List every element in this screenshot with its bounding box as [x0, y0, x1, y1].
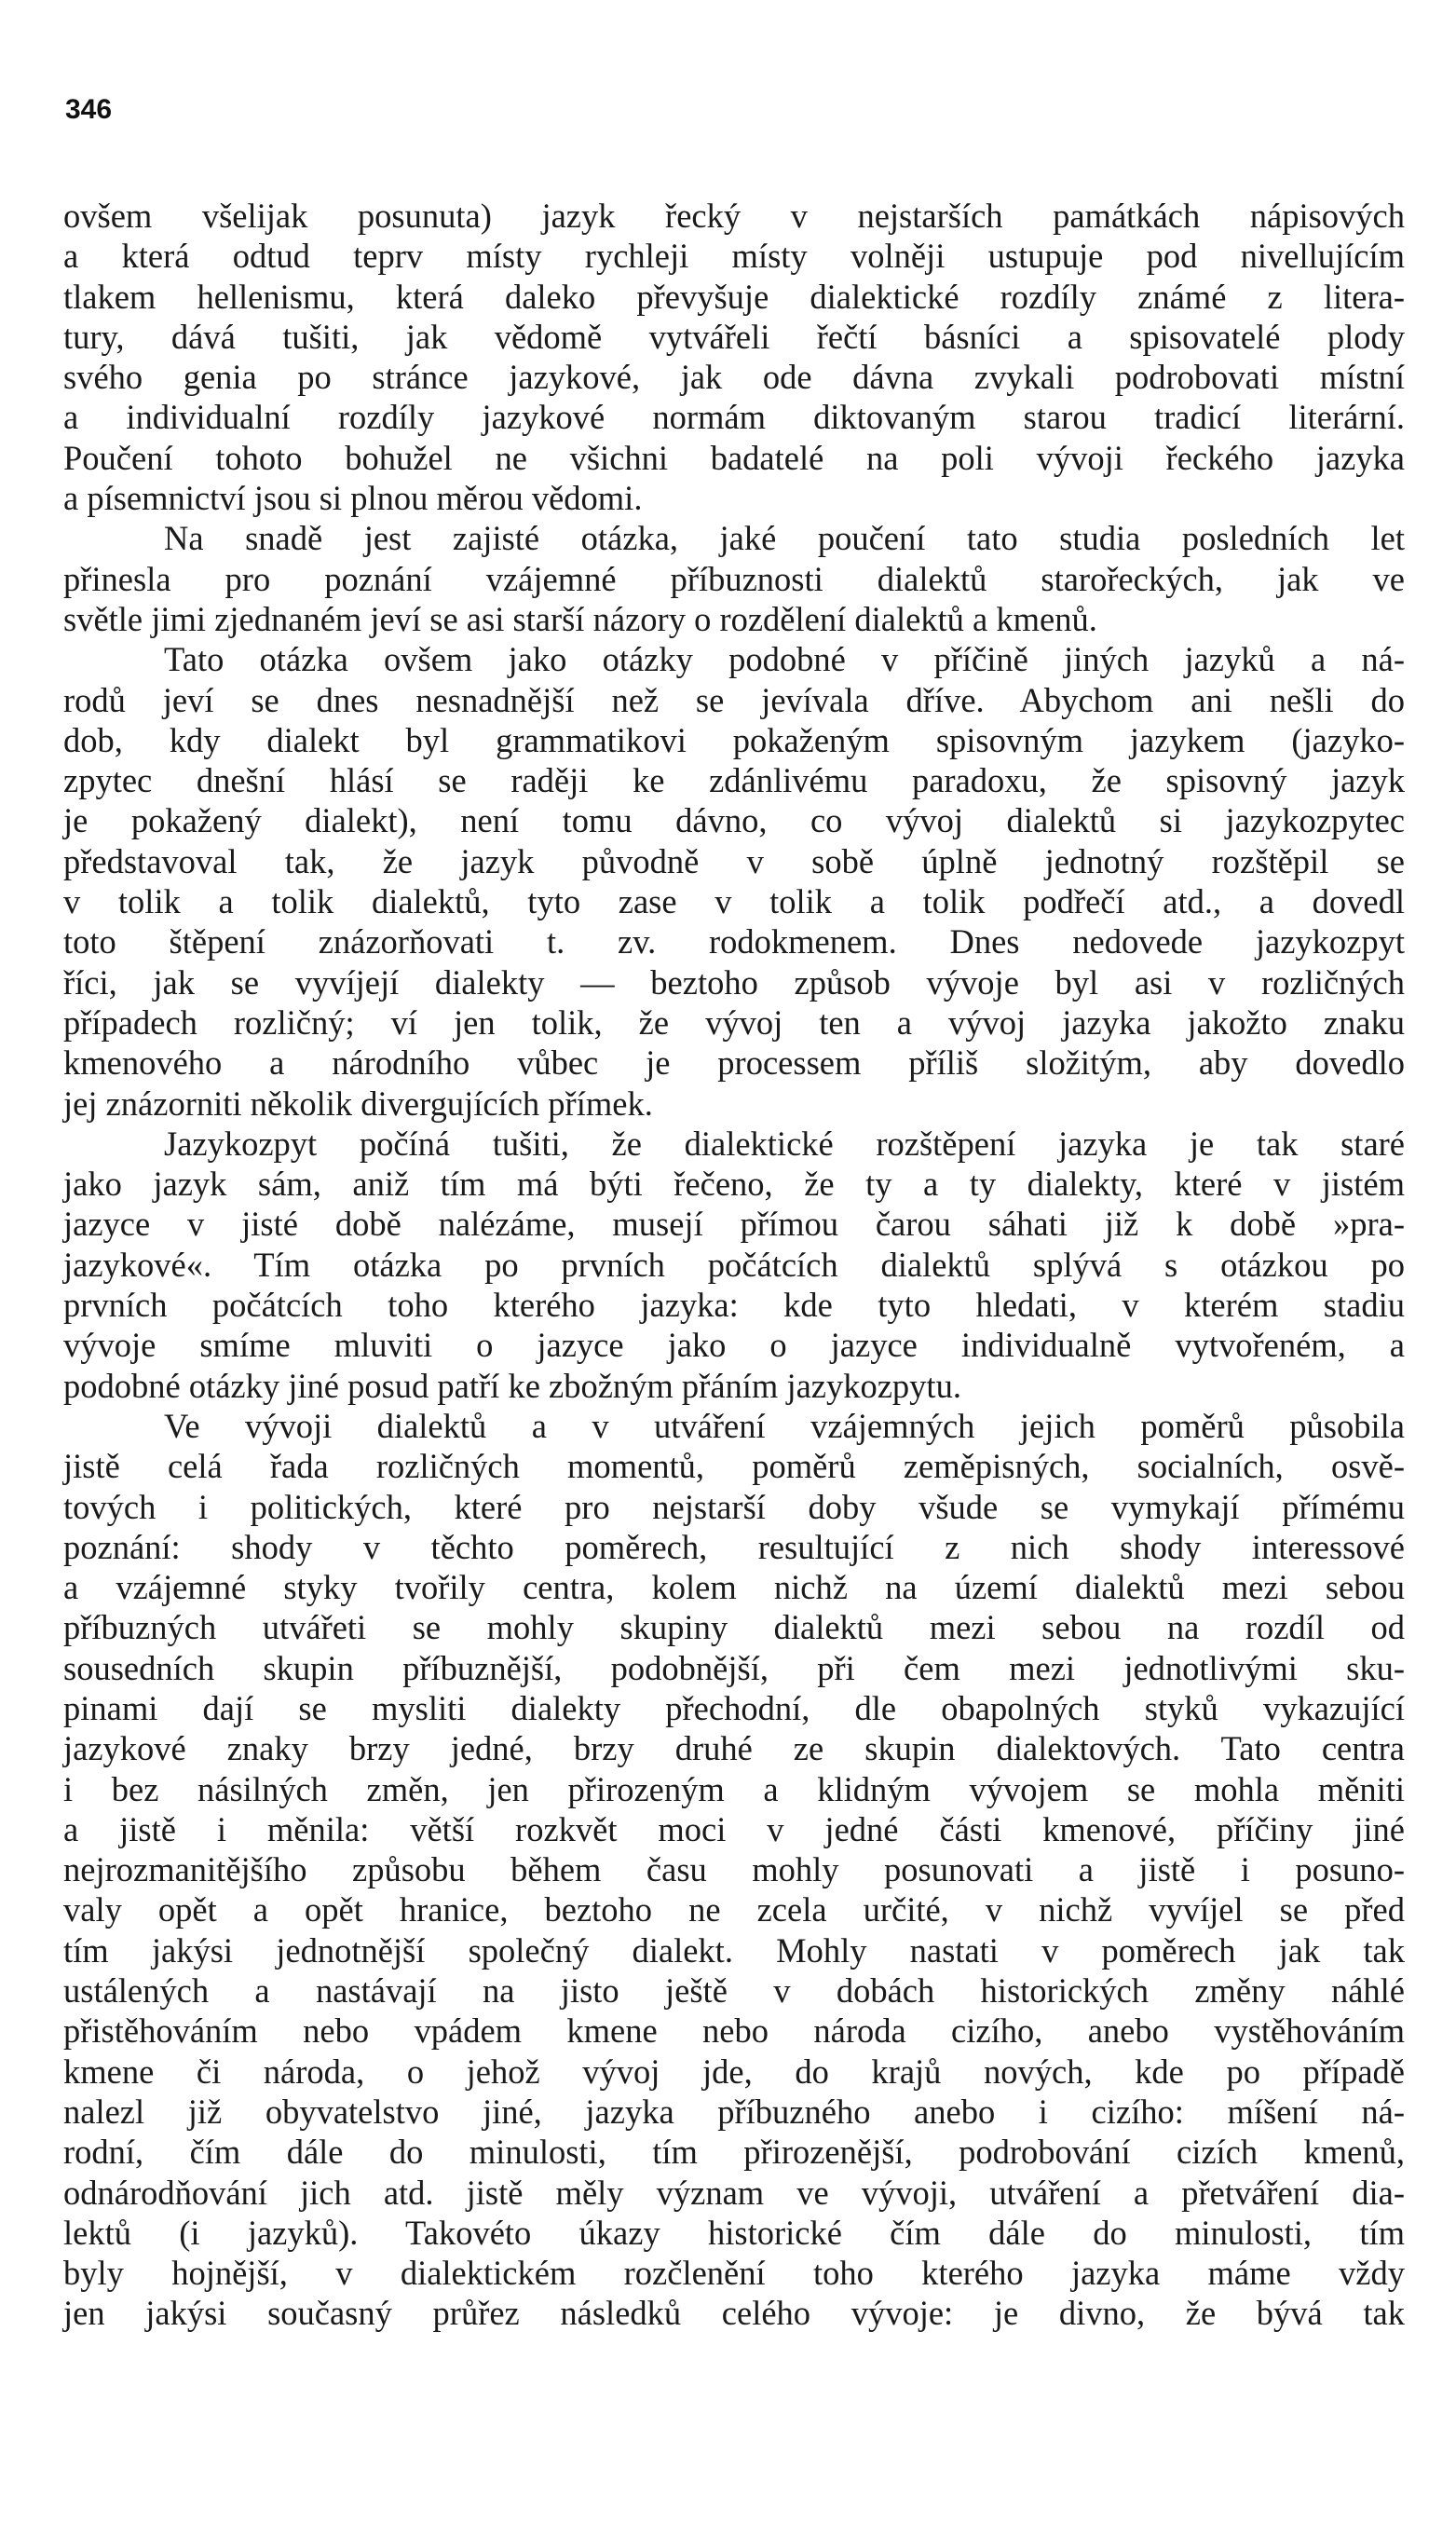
text-line: jej znázorniti několik divergujících přímek.: [63, 1084, 653, 1123]
text-line: rodní, čím dále do minulosti, tím přirozenější, podrobování cizích kmenů,: [63, 2133, 1405, 2172]
text-line: svého genia po stránce jazykové, jak ode dávna zvykali podrobovati místní: [63, 358, 1405, 397]
body-text: [63, 196, 1405, 2334]
text-line: kmene či národa, o jehož vývoj jde, do krajů nových, kde po případě: [63, 2052, 1405, 2091]
text-line: říci, jak se vyvíjejí dialekty — beztoho způsob vývoje byl asi v rozličných: [63, 962, 1405, 1002]
text-line: ustálených a nastávají na jisto ještě v dobách historických změny náhlé: [63, 1971, 1405, 2011]
text-line: v tolik a tolik dialektů, tyto zase v tolik a tolik podřečí atd., a dovedl: [63, 882, 1405, 921]
text-line: přistěhováním nebo vpádem kmene nebo národa cizího, anebo vystěhováním: [63, 2011, 1405, 2051]
text-line: zpytec dnešní hlásí se raději ke zdánlivému paradoxu, že spisovný jazyk: [63, 761, 1405, 800]
text-line: prvních počátcích toho kterého jazyka: kde tyto hledati, v kterém stadiu: [63, 1286, 1405, 1325]
text-line: přinesla pro poznání vzájemné příbuznosti dialektů starořeckých, jak ve: [63, 559, 1405, 598]
text-line: nalezl již obyvatelstvo jiné, jazyka příbuzného anebo i cizího: míšení ná-: [63, 2092, 1405, 2131]
text-line: a která odtud teprv místy rychleji místy volněji ustupuje pod nivellujícím: [63, 237, 1405, 276]
text-line: jistě celá řada rozličných momentů, poměrů zeměpisných, socialních, osvě-: [63, 1447, 1405, 1486]
text-line: a vzájemné styky tvořily centra, kolem nichž na území dialektů mezi sebou: [63, 1568, 1405, 1607]
text-line: jazyce v jisté době nalézáme, musejí přímou čarou sáhati již k době »pra-: [63, 1205, 1405, 1244]
text-line: případech rozličný; ví jen tolik, že vývoj ten a vývoj jazyka jakožto znaku: [63, 1002, 1405, 1042]
text-line: lektů (i jazyků). Takovéto úkazy historické čím dále do minulosti, tím: [63, 2213, 1405, 2252]
text-line: podobné otázky jiné posud patří ke zbožným přáním jazykozpytu.: [63, 1366, 961, 1405]
text-line: poznání: shody v těchto poměrech, resultující z nich shody interessové: [63, 1527, 1405, 1566]
text-line: tlakem hellenismu, která daleko převyšuje dialektické rozdíly známé z litera-: [63, 277, 1405, 316]
text-line: a individualní rozdíly jazykové normám diktovaným starou tradicí literární.: [63, 398, 1405, 437]
text-line: Na snadě jest zajisté otázka, jaké poučení tato studia posledních let: [164, 519, 1405, 558]
text-line: tury, dává tušiti, jak vědomě vytvářeli řečtí básníci a spisovatelé plody: [63, 317, 1405, 356]
text-line: představoval tak, že jazyk původně v sobě úplně jednotný rozštěpil se: [63, 841, 1405, 880]
text-line: jen jakýsi současný průřez následků celého vývoje: je divno, že bývá tak: [63, 2294, 1405, 2333]
text-line: vývoje smíme mluviti o jazyce jako o jazyce individualně vytvořeném, a: [63, 1326, 1405, 1365]
text-line: kmenového a národního vůbec je processem příliš složitým, aby dovedlo: [63, 1043, 1405, 1083]
text-line: sousedních skupin příbuznější, podobnější, při čem mezi jednotlivými sku-: [63, 1648, 1405, 1687]
text-line: jazykové znaky brzy jedné, brzy druhé ze skupin dialektových. Tato centra: [63, 1729, 1405, 1768]
text-line: dob, kdy dialekt byl grammatikovi pokaženým spisovným jazykem (jazyko-: [63, 720, 1405, 759]
text-line: a písemnictví jsou si plnou měrou vědomi.: [63, 479, 643, 518]
text-line: a jistě i měnila: větší rozkvět moci v jedné části kmenové, příčiny jiné: [63, 1809, 1405, 1848]
text-line: světle jimi zjednaném jeví se asi starší názory o rozdělení dialektů a kmenů.: [63, 599, 1097, 638]
text-line: jazykové«. Tím otázka po prvních počátcích dialektů splývá s otázkou po: [63, 1245, 1405, 1284]
text-line: Ve vývoji dialektů a v utváření vzájemných jejich poměrů působila: [164, 1406, 1405, 1445]
text-line: příbuzných utvářeti se mohly skupiny dialektů mezi sebou na rozdíl od: [63, 1608, 1405, 1647]
page-number: 346: [65, 94, 113, 125]
text-line: valy opět a opět hranice, beztoho ne zcela určité, v nichž vyvíjel se před: [63, 1890, 1405, 1929]
text-line: ovšem všelijak posunuta) jazyk řecký v nejstarších památkách nápisových: [63, 197, 1405, 235]
text-line: tím jakýsi jednotnější společný dialekt. Mohly nastati v poměrech jak tak: [63, 1930, 1405, 1970]
text-line: tových i politických, které pro nejstarší doby všude se vymykají přímému: [63, 1487, 1405, 1526]
text-line: odnárodňování jich atd. jistě měly význam ve vývoji, utváření a přetváření dia-: [63, 2173, 1405, 2212]
text-line: Jazykozpyt počíná tušiti, že dialektické rozštěpení jazyka je tak staré: [164, 1124, 1405, 1163]
text-line: nejrozmanitějšího způsobu během času mohly posunovati a jistě i posuno-: [63, 1850, 1405, 1889]
text-line: jako jazyk sám, aniž tím má býti řečeno, že ty a ty dialekty, které v jistém: [63, 1165, 1405, 1204]
text-line: i bez násilných změn, jen přirozeným a klidným vývojem se mohla měniti: [63, 1769, 1405, 1808]
text-line: Poučení tohoto bohužel ne všichni badatelé na poli vývoji řeckého jazyka: [63, 438, 1405, 477]
text-line: rodů jeví se dnes nesnadnější než se jevívala dříve. Abychom ani nešli do: [63, 680, 1405, 719]
text-line: pinami dají se mysliti dialekty přechodní, dle obapolných styků vykazující: [63, 1688, 1405, 1727]
text-line: je pokažený dialekt), není tomu dávno, co vývoj dialektů si jazykozpytec: [63, 801, 1405, 840]
text-line: toto štěpení znázorňovati t. zv. rodokmenem. Dnes nedovede jazykozpyt: [63, 922, 1405, 961]
text-line: byly hojnější, v dialektickém rozčlenění toho kterého jazyka máme vždy: [63, 2254, 1405, 2293]
text-line: Tato otázka ovšem jako otázky podobné v příčině jiných jazyků a ná-: [164, 640, 1405, 679]
